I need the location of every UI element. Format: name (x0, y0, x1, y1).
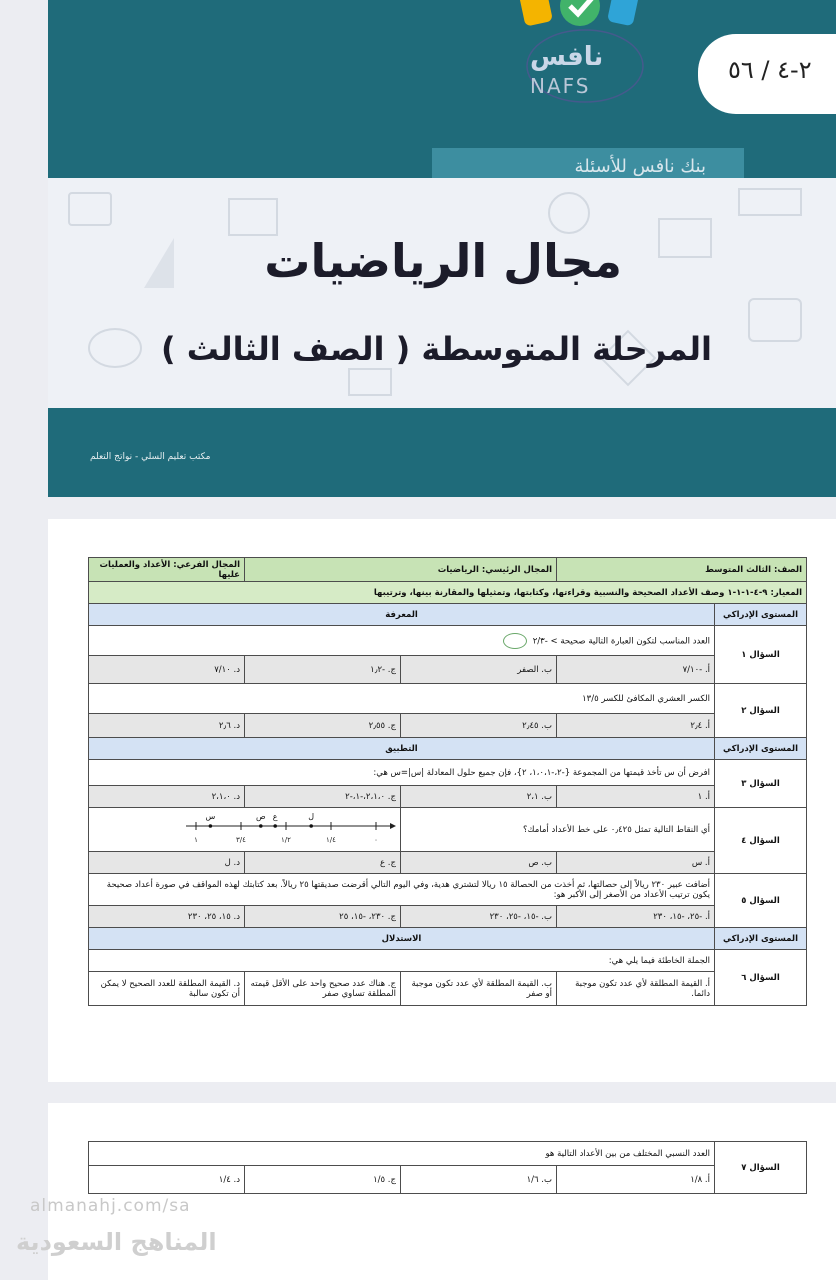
q6-label: السؤال ٦ (715, 950, 807, 1006)
q3-stem: افرض أن س تأخذ قيمتها من المجموعة {-٢،-١،٠،١، ٢}، فإن جميع حلول المعادلة |س|=س هي: (89, 760, 715, 786)
doodle-book-icon (68, 192, 112, 226)
q5-option-b: ب. -١٥، -٢٥، ٢٣٠ (401, 906, 557, 928)
sub-domain-cell: المجال الفرعي: الأعداد والعمليات عليها (89, 558, 245, 582)
logo-arabic: نافس (530, 42, 604, 72)
doodle-ruler-icon (348, 368, 392, 396)
q3-option-c: ج. ٢،١،٠،-١،-٢ (245, 786, 401, 808)
doodle-atom-icon (548, 192, 590, 234)
questions-page (48, 519, 836, 1082)
date-box (698, 34, 836, 114)
bottom-band (48, 408, 836, 497)
q6-stem: الجملة الخاطئة فيما يلي هي: (89, 950, 715, 972)
questions-table-2 (88, 1141, 807, 1194)
q4-numberline-cell (89, 808, 401, 852)
q3-option-d: د. ٢،١،٠ (89, 786, 245, 808)
number-line (176, 811, 396, 845)
q5-stem: أضافت عبير ٢٣٠ ريالاً إلى حصالتها، ثم أخذت من الحصالة ١٥ ريالا لتشتري هدية، وفي اليوم التالي أقرضت صديقتها ٢٥ ريالاً. بعد كتابتك لهذه المواقف في صورة أعداد صحيحة يكون ترتيب الأعداد من الأصغر إلى الأكبر هو: (89, 874, 715, 906)
grade-cell: الصف: الثالث المتوسط (557, 558, 807, 582)
number-line-tick-label: ٠ (374, 836, 378, 844)
q2-stem: الكسر العشري المكافئ للكسر ١٣/٥ (89, 684, 715, 714)
q6-option-d: د. القيمة المطلقة للعدد الصحيح لا يمكن أن تكون سالبة (89, 972, 245, 1006)
level-application: التطبيق (89, 738, 715, 760)
logo-english: NAFS (530, 74, 591, 98)
watermark-name: المناهج السعودية (16, 1228, 217, 1256)
q1-compare: > -٢/٣ (532, 636, 558, 646)
number-line-point-label: ع (272, 812, 278, 821)
number-line-points (206, 812, 315, 828)
q1-option-b: ب. الصفر (401, 656, 557, 684)
level-reasoning: الاستدلال (89, 928, 715, 950)
standard-cell: المعيار: ٩-٤-١-١-١ وصف الأعداد الصحيحة والنسبية وقراءتها، وكتابتها، وتمثيلها والمقارنة بينها، وترتيبها (89, 582, 807, 604)
q1-stem: العدد المناسب لتكون العبارة التالية صحيحة (560, 636, 711, 646)
date-text: ٢-٤ / ٥٦ (728, 56, 812, 84)
q1-option-a: أ. -٧/١٠ (557, 656, 715, 684)
q2-option-b: ب. ٢٫٤٥ (401, 714, 557, 738)
level-label-2: المستوى الإدراكي (715, 738, 807, 760)
main-domain-cell: المجال الرئيسي: الرياضيات (245, 558, 557, 582)
number-line-arrow-icon (390, 823, 396, 829)
number-line-ticks (194, 822, 378, 844)
office-text: مكتب تعليم السلي - نواتج التعلم (90, 452, 211, 462)
level-knowledge: المعرفة (89, 604, 715, 626)
number-line-tick-label: ١/٤ (326, 836, 336, 844)
q7-option-a: أ. ١/٨ (557, 1166, 715, 1194)
q3-label: السؤال ٣ (715, 760, 807, 808)
q3-option-b: ب. ٢،١ (401, 786, 557, 808)
q5-option-d: د. ١٥، ٢٥، ٢٣٠ (89, 906, 245, 928)
q7-label: السؤال ٧ (715, 1142, 807, 1194)
q7-stem: العدد النسبي المختلف من بين الأعداد التالية هو (89, 1142, 715, 1166)
page-subtitle: المرحلة المتوسطة ( الصف الثالث ) (160, 330, 712, 368)
title-banner (48, 178, 836, 408)
q6-option-b: ب. القيمة المطلقة لأي عدد تكون موجبة أو صفر (401, 972, 557, 1006)
q5-option-c: ج. ٢٣٠، -١٥، ٢٥ (245, 906, 401, 928)
number-line-point-label: س (205, 812, 216, 821)
q4-option-b: ب. ص (401, 852, 557, 874)
q5-label: السؤال ٥ (715, 874, 807, 928)
doodle-board-icon (228, 198, 278, 236)
doodle-pencil-icon (738, 188, 802, 216)
q1-stem-cell (89, 626, 715, 656)
q7-option-b: ب. ١/٦ (401, 1166, 557, 1194)
q1-option-c: ج. -١٫٢ (245, 656, 401, 684)
number-line-point-label: ل (308, 812, 315, 821)
bank-title: بنك نافس للأسئلة (574, 156, 706, 177)
q6-option-c: ج. هناك عدد صحيح واحد على الأقل قيمته المطلقة تساوي صفر (245, 972, 401, 1006)
q7-option-d: د. ١/٤ (89, 1166, 245, 1194)
q1-label: السؤال ١ (715, 626, 807, 684)
doodle-triangle-icon (144, 238, 174, 288)
number-line-tick-label: ٣/٤ (236, 836, 246, 844)
number-line-point (273, 824, 277, 828)
page-title: مجال الرياضيات (264, 234, 622, 288)
q4-stem: أي النقاط التالية تمثل ٠٫٤٢٥ على خط الأعداد أمامك؟ (401, 808, 715, 852)
questions-table (88, 557, 807, 1006)
number-line-point (259, 824, 263, 828)
number-line-point (309, 824, 313, 828)
level-label-3: المستوى الإدراكي (715, 928, 807, 950)
q1-option-d: د. ٧/١٠ (89, 656, 245, 684)
cover-page (48, 0, 836, 497)
q4-option-a: أ. س (557, 852, 715, 874)
q5-option-a: أ. -٢٥، -١٥، ٢٣٠ (557, 906, 715, 928)
number-line-point (209, 824, 213, 828)
doodle-calc-icon (748, 298, 802, 342)
q2-label: السؤال ٢ (715, 684, 807, 738)
doodle-globe-icon (88, 328, 142, 368)
answer-blank-oval (503, 633, 527, 649)
doodle-notebook-icon (658, 218, 712, 258)
number-line-point-label: ص (255, 812, 266, 821)
watermark-site: almanahj.com/sa (30, 1196, 191, 1216)
q7-option-c: ج. ١/٥ (245, 1166, 401, 1194)
q2-option-c: ج. ٢٫٥٥ (245, 714, 401, 738)
q4-option-c: ج. ع (245, 852, 401, 874)
number-line-tick-label: ١ (194, 836, 198, 844)
q3-option-a: أ. ١ (557, 786, 715, 808)
q4-label: السؤال ٤ (715, 808, 807, 874)
q4-option-d: د. ل (89, 852, 245, 874)
level-label: المستوى الإدراكي (715, 604, 807, 626)
number-line-tick-label: ١/٢ (281, 836, 291, 844)
q2-option-d: د. ٢٫٦ (89, 714, 245, 738)
q2-option-a: أ. ٢٫٤ (557, 714, 715, 738)
q6-option-a: أ. القيمة المطلقة لأي عدد تكون موجبة دائما. (557, 972, 715, 1006)
